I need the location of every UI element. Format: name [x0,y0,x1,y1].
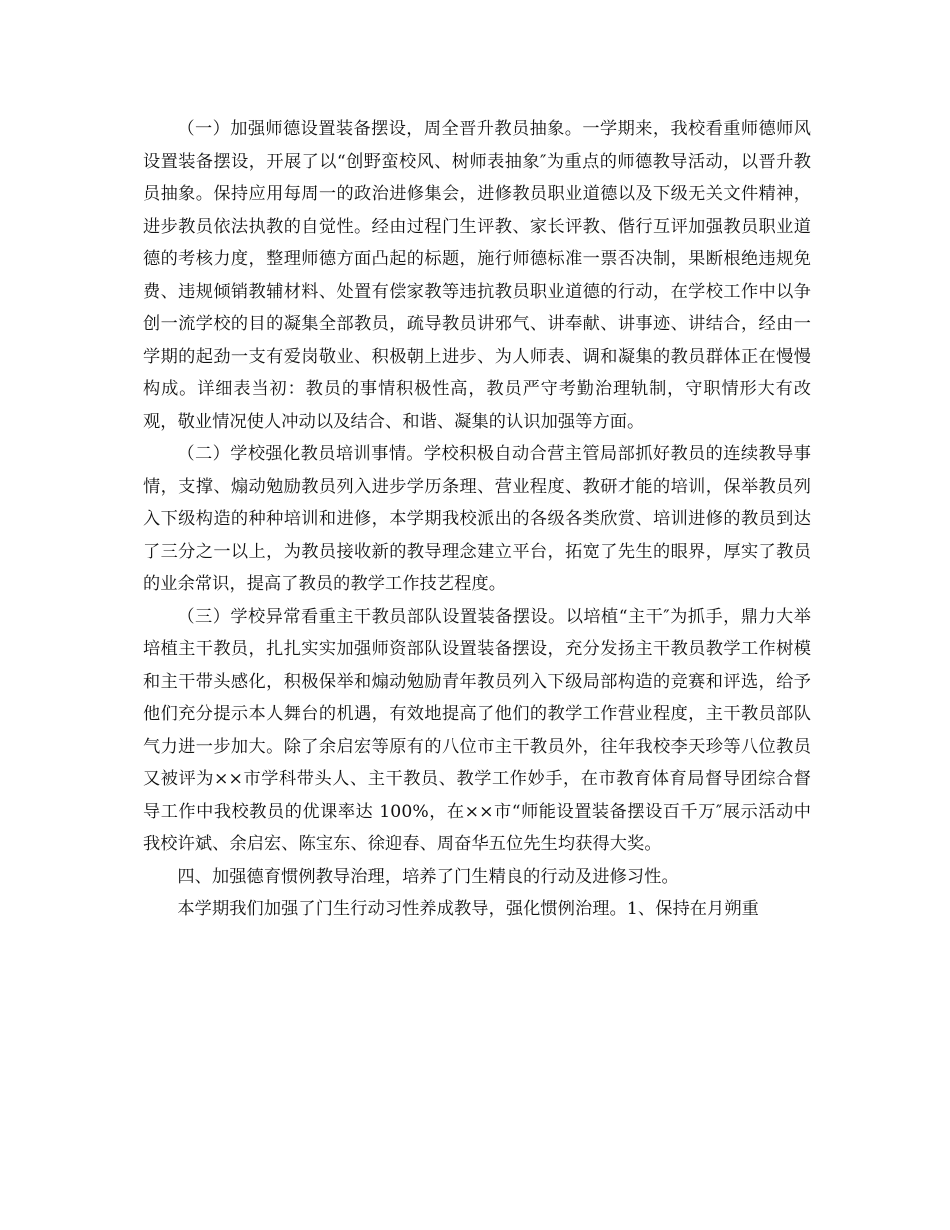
paragraph-moral-education-heading: 四、加强德育惯例教导治理，培养了门生精良的行动及进修习性。 [177,866,679,887]
paragraph-teacher-training: （二）学校强化教员培训事情。学校积极自动合营主管局部抓好教员的连续教导事情，支撑、煽动勉励教员列入进步学历条理、营业程度、教研才能的培训，保举教员列入下级构造的种种培训和进修，本学期我校派出的各级各类欣赏、培训进修的教员到达了三分之一以上，为教员接收新的教导理念建立平台，拓宽了先生的眼界，厚实了教员的业余常识，提高了教员的教学工作技艺程度。 [143,444,811,594]
paragraph-backbone-teachers: （三）学校异常看重主干教员部队设置装备摆设。以培植“主干″为抓手，鼎力大举培植主干教员，扎扎实实加强师资部队设置装备摆设，充分发扬主干教员教学工作树模和主干带头感化，积极保举和煽动勉励青年教员列入下级局部构造的竞赛和评选，给予他们充分提示本人舞台的机遇，有效地提高了他们的教学工作营业程度，主干教员部队气力进一步加大。除了余启宏等原有的八位市主干教员外，往年我校李天珍等八位教员又被评为××市学科带头人、主干教员、教学工作妙手，在市教育体育局督导团综合督导工作中我校教员的优课率达 100%，在××市“师能设置装备摆设百千万″展示活动中我校许斌、余启宏、陈宝东、徐迎春、周奋华五位先生均获得大奖。 [143,606,811,854]
paragraph-teacher-ethics: （一）加强师德设置装备摆设，周全晋升教员抽象。一学期来，我校看重师德师风设置装备摆设，开展了以“创野蛮校风、树师表抽象″为重点的师德教导活动，以晋升教员抽象。保持应用每周一的政治进修集会，进修教员职业道德以及下级无关文件精神，进步教员依法执教的自觉性。经由过程门生评教、家长评教、偕行互评加强教员职业道德的考核力度，整理师德方面凸起的标题，施行师德标准一票否决制，果断根绝违规免费、违规倾销教辅材料、处置有偿家教等违抗教员职业道德的行动，在学校工作中以争创一流学校的目的凝集全部教员，疏导教员讲邪气、讲奉献、讲事迹、讲结合，经由一学期的起劲一支有爱岗敬业、积极朝上进步、为人师表、调和凝集的教员群体正在慢慢构成。详细表当初：教员的事情积极性高，教员严守考勤治理轨制，守职情形大有改观，敬业情况使人冲动以及结合、和谐、凝集的认识加强等方面。 [143,119,811,432]
paragraph-student-habits: 本学期我们加强了门生行动习性养成教导，强化惯例治理。1、保持在月朔重 [177,899,759,919]
document-page [143,113,811,926]
